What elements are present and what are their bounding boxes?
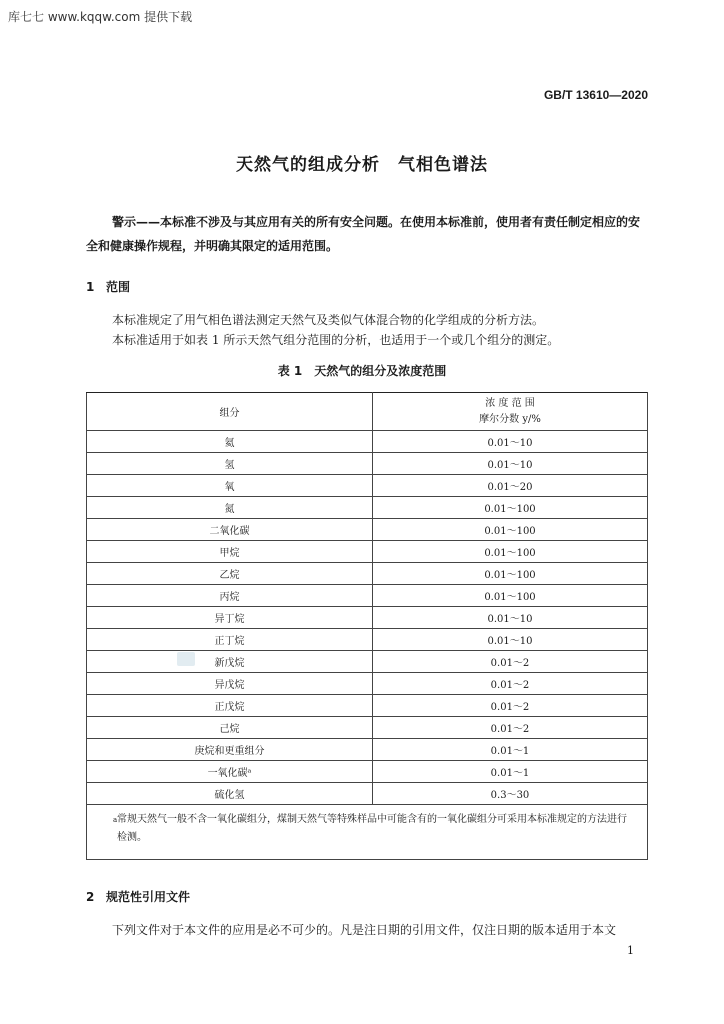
range-cell: 0.01～2 bbox=[373, 695, 648, 717]
component-cell: 己烷 bbox=[87, 717, 373, 739]
component-cell: 氦 bbox=[87, 431, 373, 453]
range-cell: 0.01～20 bbox=[373, 475, 648, 497]
table-row bbox=[87, 673, 648, 695]
component-cell: 异丁烷 bbox=[87, 607, 373, 629]
table-footnote bbox=[87, 805, 648, 860]
table-row bbox=[87, 651, 648, 673]
document-title: 天然气的组成分析 气相色谱法 bbox=[236, 155, 488, 175]
section-1-paragraph-2: 本标准适用于如表 1 所示天然气组分范围的分析，也适用于一个或几个组分的测定。 bbox=[112, 333, 560, 347]
section-1-paragraph-1: 本标准规定了用气相色谱法测定天然气及类似气体混合物的化学组成的分析方法。 bbox=[112, 313, 545, 327]
range-cell: 0.01～100 bbox=[373, 519, 648, 541]
range-cell: 0.01～10 bbox=[373, 431, 648, 453]
table-row bbox=[87, 695, 648, 717]
section-1-heading bbox=[86, 278, 130, 295]
component-cell: 异戊烷 bbox=[87, 673, 373, 695]
header-range-line-1: 浓 度 范 围 bbox=[485, 397, 535, 409]
component-cell: 新戊烷 bbox=[87, 651, 373, 673]
table-caption: 表 1 天然气的组分及浓度范围 bbox=[277, 364, 447, 378]
table-row bbox=[87, 497, 648, 519]
range-cell: 0.01～10 bbox=[373, 453, 648, 475]
warning-paragraph: 警示——本标准不涉及与其应用有关的所有安全问题。在使用本标准前，使用者有责任制定相应的安全和健康操作规程，并明确其限定的适用范围。 bbox=[86, 215, 641, 253]
component-cell: 丙烷 bbox=[87, 585, 373, 607]
range-cell: 0.01～100 bbox=[373, 497, 648, 519]
table-row bbox=[87, 453, 648, 475]
table-header-row bbox=[87, 393, 648, 431]
page-number: 1 bbox=[627, 944, 634, 957]
table-row bbox=[87, 739, 648, 761]
component-cell: 正戊烷 bbox=[87, 695, 373, 717]
component-range-table bbox=[86, 392, 648, 860]
header-range bbox=[373, 393, 648, 431]
standard-number: GB/T 13610—2020 bbox=[543, 88, 648, 102]
table-row bbox=[87, 717, 648, 739]
faint-logo-icon bbox=[177, 652, 195, 666]
section-1-number: 1 bbox=[86, 280, 95, 294]
range-cell: 0.01～2 bbox=[373, 651, 648, 673]
section-2-number: 2 bbox=[86, 890, 95, 904]
range-cell: 0.01～10 bbox=[373, 607, 648, 629]
table-row bbox=[87, 783, 648, 805]
component-cell: 氧 bbox=[87, 475, 373, 497]
header-component: 组分 bbox=[87, 393, 373, 431]
component-cell: 氮 bbox=[87, 497, 373, 519]
range-cell: 0.01～1 bbox=[373, 761, 648, 783]
table-footnote-row bbox=[87, 805, 648, 860]
table-row bbox=[87, 629, 648, 651]
table-row bbox=[87, 519, 648, 541]
table-row bbox=[87, 563, 648, 585]
table-row bbox=[87, 431, 648, 453]
table-row bbox=[87, 607, 648, 629]
footnote-mark: a bbox=[113, 816, 118, 824]
range-cell: 0.01～10 bbox=[373, 629, 648, 651]
table-row bbox=[87, 475, 648, 497]
range-cell: 0.3～30 bbox=[373, 783, 648, 805]
component-cell: 一氧化碳ᵃ bbox=[87, 761, 373, 783]
table-row bbox=[87, 585, 648, 607]
range-cell: 0.01～100 bbox=[373, 585, 648, 607]
section-2-paragraph-1: 下列文件对于本文件的应用是必不可少的。凡是注日期的引用文件，仅注日期的版本适用于本文 bbox=[112, 923, 617, 937]
table-row bbox=[87, 761, 648, 783]
range-cell: 0.01～100 bbox=[373, 563, 648, 585]
range-cell: 0.01～100 bbox=[373, 541, 648, 563]
component-cell: 硫化氢 bbox=[87, 783, 373, 805]
section-2-title: 规范性引用文件 bbox=[106, 890, 191, 904]
component-cell: 二氧化碳 bbox=[87, 519, 373, 541]
component-cell: 乙烷 bbox=[87, 563, 373, 585]
header-range-line-2: 摩尔分数 y/% bbox=[479, 413, 541, 425]
range-cell: 0.01～2 bbox=[373, 673, 648, 695]
table-row bbox=[87, 541, 648, 563]
footnote-text: 常规天然气一般不含一氧化碳组分，煤制天然气等特殊样品中可能含有的一氧化碳组分可采用本标准规定的方法进行检测。 bbox=[117, 814, 627, 843]
component-cell: 正丁烷 bbox=[87, 629, 373, 651]
component-cell: 庚烷和更重组分 bbox=[87, 739, 373, 761]
download-watermark: 库七七 www.kqqw.com 提供下载 bbox=[8, 10, 193, 24]
range-cell: 0.01～2 bbox=[373, 717, 648, 739]
section-1-title: 范围 bbox=[106, 280, 131, 294]
component-cell: 氢 bbox=[87, 453, 373, 475]
component-cell: 甲烷 bbox=[87, 541, 373, 563]
section-2-heading bbox=[86, 888, 190, 905]
range-cell: 0.01～1 bbox=[373, 739, 648, 761]
